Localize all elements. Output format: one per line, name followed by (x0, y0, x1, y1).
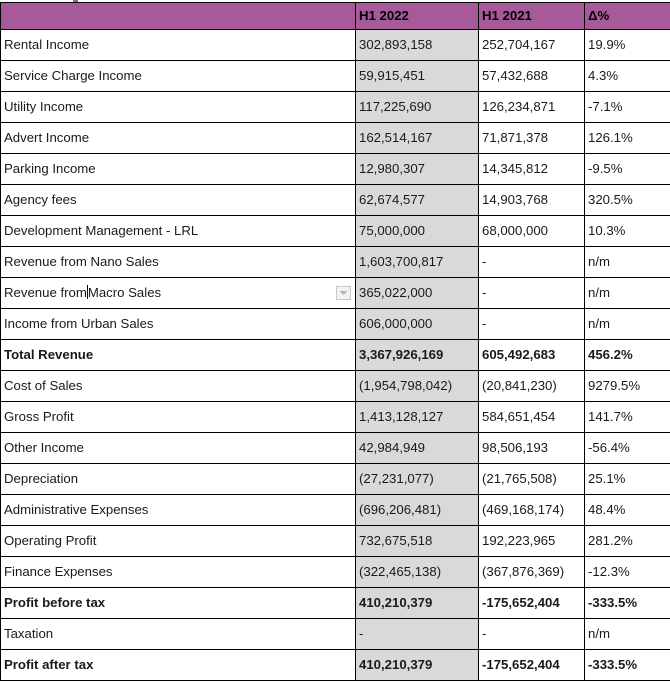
cell-h1-2021-value: 252,704,167 (482, 36, 556, 52)
cell-h1-2021-value: (20,841,230) (482, 377, 557, 393)
cell-h1-2021-value: (469,168,174) (482, 501, 565, 517)
cell-delta-value: 25.1% (588, 470, 626, 486)
table-row (1, 433, 670, 464)
row-label-cell[interactable] (1, 278, 356, 309)
row-label-text: Revenue from (4, 285, 87, 301)
table-row (1, 216, 670, 247)
cell-h1-2021-value: - (482, 253, 487, 269)
row-label-text: Parking Income (4, 160, 96, 176)
cell-h1-2021[interactable] (479, 185, 585, 216)
row-label-cell[interactable] (1, 619, 356, 650)
cell-h1-2022-value: 162,514,167 (359, 129, 433, 145)
row-label-cell[interactable] (1, 309, 356, 340)
cell-h1-2022-value: 3,367,926,169 (359, 346, 444, 362)
cell-delta[interactable] (585, 123, 670, 154)
cell-h1-2022-value: 410,210,379 (359, 656, 433, 672)
cell-h1-2022-value: 59,915,451 (359, 67, 426, 83)
row-label-cell[interactable] (1, 588, 356, 619)
row-label-text: Other Income (4, 439, 84, 455)
row-label-text: Profit before tax (4, 594, 106, 610)
cell-h1-2022[interactable] (356, 526, 479, 557)
cell-delta[interactable] (585, 92, 670, 123)
cell-h1-2021[interactable] (479, 588, 585, 619)
cell-h1-2021[interactable] (479, 557, 585, 588)
cell-delta-value: 281.2% (588, 532, 633, 548)
cell-h1-2022[interactable] (356, 464, 479, 495)
cell-delta-value: -333.5% (588, 594, 638, 610)
column-header-label (1, 3, 356, 30)
cell-h1-2021-value: -175,652,404 (482, 594, 560, 610)
cell-h1-2022[interactable] (356, 309, 479, 340)
cell-delta-value: -12.3% (588, 563, 630, 579)
row-label-cell[interactable] (1, 154, 356, 185)
row-label-cell[interactable] (1, 30, 356, 61)
cell-delta[interactable] (585, 61, 670, 92)
cell-delta-value: 9279.5% (588, 377, 641, 393)
cell-h1-2022-value: 1,603,700,817 (359, 253, 444, 269)
row-label-text: Advert Income (4, 129, 90, 145)
table-row (1, 30, 670, 61)
row-label-cell[interactable] (1, 402, 356, 433)
table-row (1, 154, 670, 185)
row-label-text: Agency fees (4, 191, 77, 207)
cell-delta[interactable] (585, 433, 670, 464)
row-label-text: Taxation (4, 625, 54, 641)
cell-delta[interactable] (585, 247, 670, 278)
cell-delta-value: n/m (588, 284, 610, 300)
cell-h1-2022-value: (27,231,077) (359, 470, 434, 486)
cell-h1-2021-value: (21,765,508) (482, 470, 557, 486)
cell-h1-2021[interactable] (479, 30, 585, 61)
row-label-cell[interactable] (1, 340, 356, 371)
cell-h1-2021-value: - (482, 625, 487, 641)
cell-h1-2021[interactable] (479, 247, 585, 278)
row-label-cell[interactable] (1, 123, 356, 154)
cell-delta-value: 48.4% (588, 501, 626, 517)
cell-h1-2022[interactable] (356, 557, 479, 588)
cell-delta[interactable] (585, 464, 670, 495)
cell-delta[interactable] (585, 154, 670, 185)
cell-h1-2022-value: 1,413,128,127 (359, 408, 444, 424)
cell-h1-2022[interactable] (356, 340, 479, 371)
cell-delta[interactable] (585, 185, 670, 216)
cell-h1-2021-value: 584,651,454 (482, 408, 556, 424)
chevron-down-icon[interactable] (336, 286, 351, 300)
cell-h1-2021-value: 192,223,965 (482, 532, 556, 548)
table-body (1, 30, 670, 681)
cell-delta[interactable] (585, 495, 670, 526)
cell-delta[interactable] (585, 30, 670, 61)
table-header (1, 3, 670, 30)
table-row (1, 185, 670, 216)
cell-h1-2022[interactable] (356, 216, 479, 247)
cell-h1-2021-value: - (482, 315, 487, 331)
cell-h1-2021-value: 14,345,812 (482, 160, 549, 176)
cell-h1-2021[interactable] (479, 154, 585, 185)
cell-h1-2022[interactable] (356, 402, 479, 433)
cell-h1-2022-value: 75,000,000 (359, 222, 426, 238)
cell-delta-value: -56.4% (588, 439, 630, 455)
cell-h1-2022-value: (1,954,798,042) (359, 377, 453, 393)
cell-h1-2022[interactable] (356, 433, 479, 464)
row-label-cell[interactable] (1, 216, 356, 247)
header-row (1, 3, 670, 30)
cell-h1-2021-value: 98,506,193 (482, 439, 549, 455)
row-label-cell[interactable] (1, 247, 356, 278)
cell-h1-2021[interactable] (479, 495, 585, 526)
table-row (1, 650, 670, 681)
column-header-h1-2021: H1 2021 (479, 3, 585, 30)
cell-h1-2022-value: (322,465,138) (359, 563, 442, 579)
cell-h1-2021[interactable] (479, 309, 585, 340)
row-label-text: Service Charge Income (4, 67, 142, 83)
cell-h1-2021-value: 68,000,000 (482, 222, 549, 238)
row-label-cell[interactable] (1, 371, 356, 402)
row-label-text: Profit after tax (4, 656, 94, 672)
row-label-text: Development Management - LRL (4, 222, 199, 238)
row-label-text: Depreciation (4, 470, 79, 486)
row-label-text: Cost of Sales (4, 377, 83, 393)
table-row (1, 247, 670, 278)
cell-delta-value: -7.1% (588, 98, 623, 114)
table-row (1, 557, 670, 588)
table-row (1, 495, 670, 526)
cell-delta-value: -333.5% (588, 656, 638, 672)
row-label-text: Gross Profit (4, 408, 74, 424)
row-label-cell[interactable] (1, 92, 356, 123)
row-label-text: Total Revenue (4, 346, 94, 362)
cell-h1-2021-value: 605,492,683 (482, 346, 556, 362)
column-header-h1-2022: H1 2022 (356, 3, 479, 30)
cell-h1-2022[interactable] (356, 185, 479, 216)
cell-h1-2021[interactable] (479, 619, 585, 650)
row-label-cell[interactable] (1, 61, 356, 92)
row-label-text-tail: Macro Sales (87, 285, 162, 301)
cell-h1-2022-value: - (359, 625, 364, 641)
cell-h1-2021-value: 126,234,871 (482, 98, 556, 114)
cell-h1-2021-value: - (482, 284, 487, 300)
cell-h1-2022[interactable] (356, 371, 479, 402)
table-row (1, 123, 670, 154)
cell-h1-2022[interactable] (356, 650, 479, 681)
cell-delta-value: 19.9% (588, 36, 626, 52)
row-label-text: Administrative Expenses (4, 501, 149, 517)
cell-delta-value: 126.1% (588, 129, 633, 145)
cell-h1-2022[interactable] (356, 588, 479, 619)
cell-delta[interactable] (585, 526, 670, 557)
cell-delta[interactable] (585, 371, 670, 402)
table-row (1, 526, 670, 557)
cell-h1-2021[interactable] (479, 650, 585, 681)
table-row (1, 278, 670, 309)
row-label-cell[interactable] (1, 526, 356, 557)
cell-delta-value: 141.7% (588, 408, 633, 424)
cell-delta-value: 456.2% (588, 346, 633, 362)
cell-delta-value: n/m (588, 253, 610, 269)
cell-h1-2021[interactable] (479, 526, 585, 557)
cell-h1-2022-value: 117,225,690 (359, 98, 432, 114)
table-row (1, 402, 670, 433)
cell-h1-2022[interactable] (356, 30, 479, 61)
cell-delta-value: 4.3% (588, 67, 619, 83)
table-row (1, 371, 670, 402)
cell-h1-2022[interactable] (356, 92, 479, 123)
cell-delta-value: n/m (588, 315, 610, 331)
cell-h1-2021-value: 71,871,378 (482, 129, 549, 145)
cell-delta[interactable] (585, 340, 670, 371)
cell-h1-2021-value: (367,876,369) (482, 563, 565, 579)
row-label-text: Utility Income (4, 98, 84, 114)
cell-h1-2022-value: 606,000,000 (359, 315, 433, 331)
cell-delta-value: -9.5% (588, 160, 623, 176)
column-header-delta: Δ% (585, 3, 670, 30)
table-row (1, 340, 670, 371)
cell-h1-2021[interactable] (479, 278, 585, 309)
row-label-text: Revenue from Nano Sales (4, 253, 159, 269)
cell-h1-2022[interactable] (356, 278, 479, 309)
row-label-text: Finance Expenses (4, 563, 113, 579)
table-row (1, 464, 670, 495)
cell-delta[interactable] (585, 650, 670, 681)
cell-h1-2021[interactable] (479, 92, 585, 123)
cell-h1-2021[interactable] (479, 433, 585, 464)
cell-h1-2022-value: 12,980,307 (359, 160, 426, 176)
cell-h1-2021[interactable] (479, 216, 585, 247)
cell-delta[interactable] (585, 588, 670, 619)
cell-h1-2022-value: 365,022,000 (359, 284, 433, 300)
cell-delta-value: 320.5% (588, 191, 633, 207)
cell-delta[interactable] (585, 402, 670, 433)
cell-h1-2021[interactable] (479, 61, 585, 92)
cell-delta[interactable] (585, 619, 670, 650)
cell-h1-2021-value: 14,903,768 (482, 191, 549, 207)
row-label-text: Rental Income (4, 36, 90, 52)
cell-h1-2022-value: 302,893,158 (359, 36, 433, 52)
table-row (1, 619, 670, 650)
cell-h1-2021[interactable] (479, 464, 585, 495)
row-label-text: Operating Profit (4, 532, 97, 548)
cell-delta-value: n/m (588, 625, 610, 641)
table-row (1, 92, 670, 123)
row-label-text: Income from Urban Sales (4, 315, 154, 331)
cell-h1-2022[interactable] (356, 154, 479, 185)
cell-h1-2022-value: 42,984,949 (359, 439, 426, 455)
cell-delta[interactable] (585, 278, 670, 309)
cell-delta-value: 10.3% (588, 222, 626, 238)
row-label-cell[interactable] (1, 464, 356, 495)
cell-h1-2022-value: 732,675,518 (359, 532, 433, 548)
row-label-cell[interactable] (1, 185, 356, 216)
row-label-cell[interactable] (1, 495, 356, 526)
row-label-cell[interactable] (1, 650, 356, 681)
cell-h1-2021-value: 57,432,688 (482, 67, 549, 83)
cell-h1-2022[interactable] (356, 619, 479, 650)
table-row (1, 588, 670, 619)
cell-h1-2021-value: -175,652,404 (482, 656, 560, 672)
cell-h1-2021[interactable] (479, 123, 585, 154)
cell-h1-2022[interactable] (356, 61, 479, 92)
cell-h1-2022-value: (696,206,481) (359, 501, 442, 517)
cell-h1-2021[interactable] (479, 340, 585, 371)
cell-delta[interactable] (585, 216, 670, 247)
cell-h1-2022[interactable] (356, 123, 479, 154)
cell-h1-2021[interactable] (479, 371, 585, 402)
cell-delta[interactable] (585, 309, 670, 340)
cell-h1-2022-value: 62,674,577 (359, 191, 426, 207)
cell-delta[interactable] (585, 557, 670, 588)
financial-results-table (0, 2, 670, 681)
table-row (1, 61, 670, 92)
row-label-cell[interactable] (1, 433, 356, 464)
cell-h1-2022-value: 410,210,379 (359, 594, 433, 610)
cell-h1-2022[interactable] (356, 247, 479, 278)
cell-h1-2021[interactable] (479, 402, 585, 433)
cell-h1-2022[interactable] (356, 495, 479, 526)
row-label-cell[interactable] (1, 557, 356, 588)
table-row (1, 309, 670, 340)
